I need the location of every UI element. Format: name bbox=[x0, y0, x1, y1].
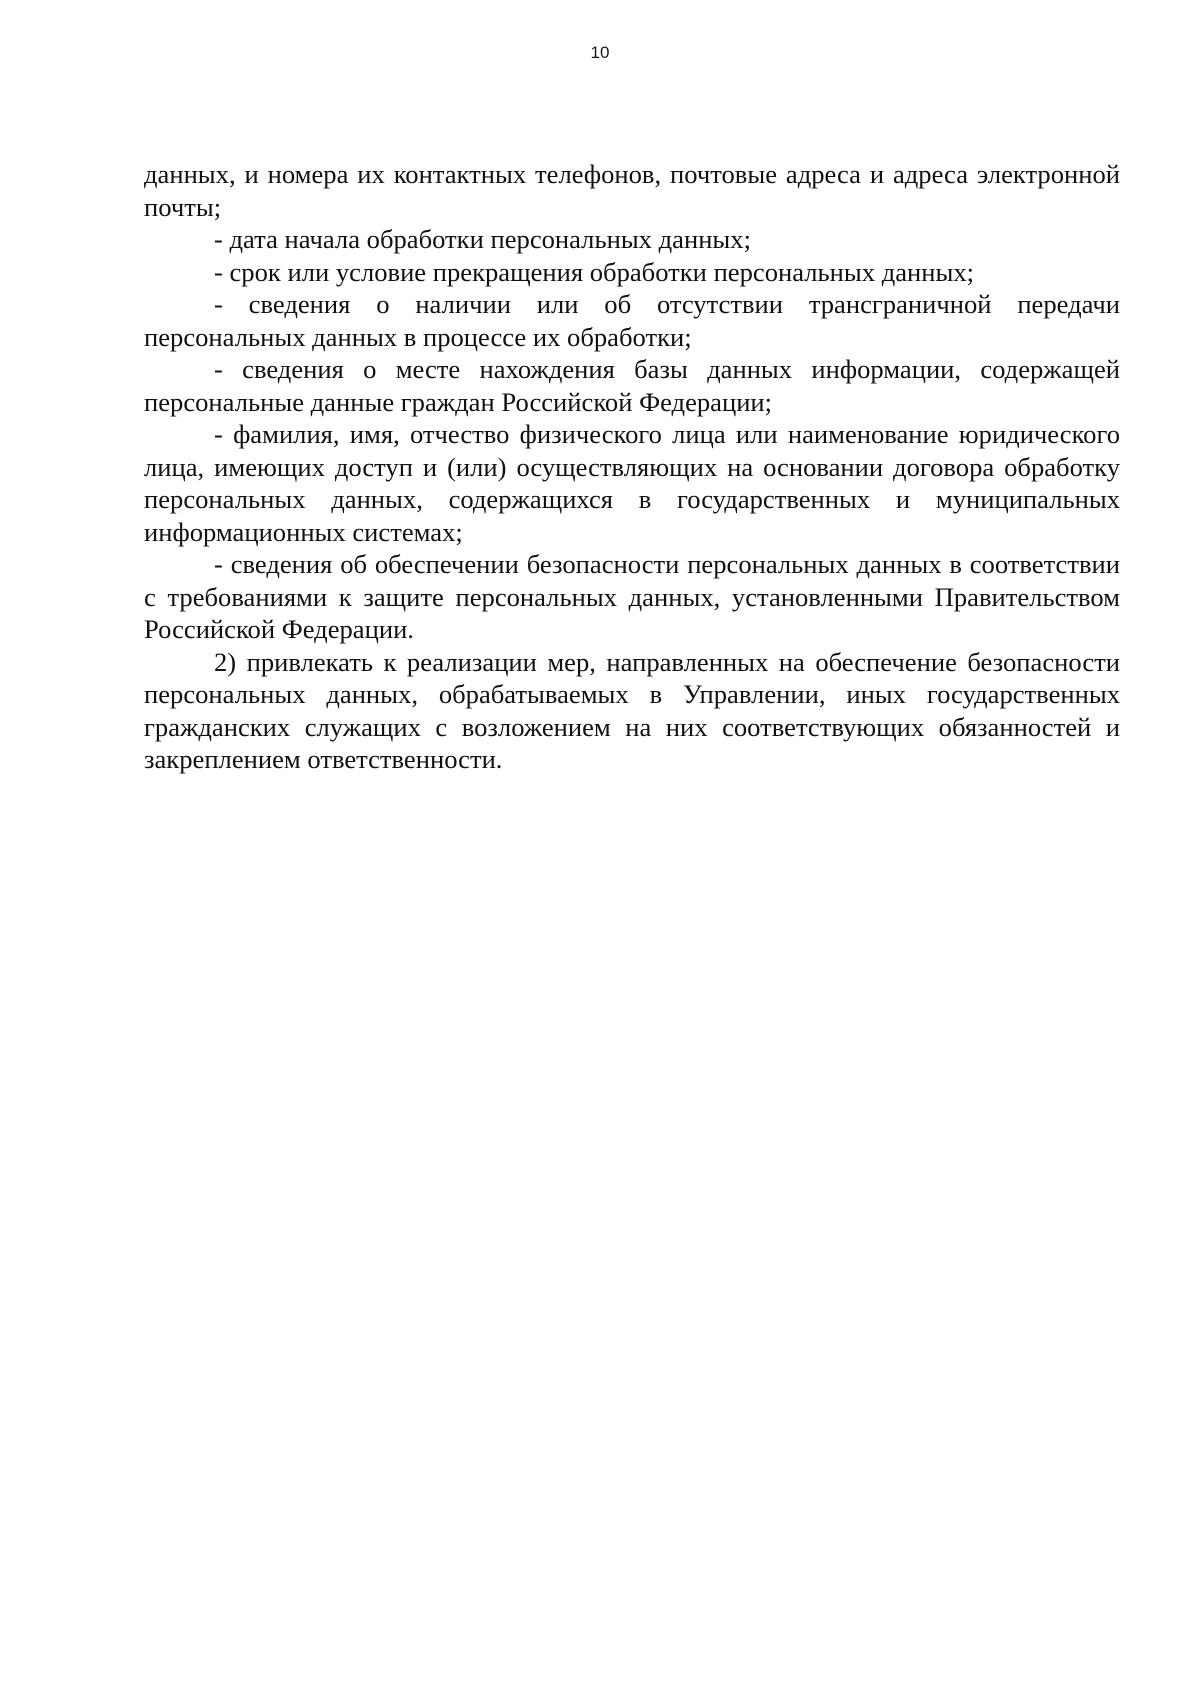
paragraph-involve-civil-servants: 2) привлекать к реализации мер, направленных на обеспечение безопасности персональных данных, обрабатываемых в Управлении, иных государственных гражданских служащих с возложением на них соответствующих обязанностей и закреплением ответственности. bbox=[144, 646, 1120, 774]
paragraph-continuation-contacts: данных, и номера их контактных телефонов, почтовые адреса и адреса электронной почты; bbox=[144, 159, 1120, 222]
page-number: 10 bbox=[590, 43, 610, 62]
list-item-processing-end-term: - срок или условие прекращения обработки персональных данных; bbox=[214, 256, 975, 287]
list-item-processing-start-date: - дата начала обработки персональных данных; bbox=[214, 224, 751, 254]
list-item-responsible-persons: - фамилия, имя, отчество физического лица или наименование юридического лица, имеющих доступ и (или) осуществляющих на основании договора обработку персональных данных, содержащихся в государственных и муниципальных информационных системах; bbox=[144, 419, 1120, 547]
document-body bbox=[144, 158, 1120, 776]
list-item-cross-border-transfer: - сведения о наличии или об отсутствии трансграничной передачи персональных данных в процессе их обработки; bbox=[144, 289, 1120, 352]
list-item-database-location: - сведения о месте нахождения базы данных информации, содержащей персональные данные граждан Российской Федерации; bbox=[144, 354, 1120, 417]
list-item-security-measures: - сведения об обеспечении безопасности персональных данных в соответствии с требованиями к защите персональных данных, установленными Правительством Российской Федерации. bbox=[144, 549, 1120, 644]
